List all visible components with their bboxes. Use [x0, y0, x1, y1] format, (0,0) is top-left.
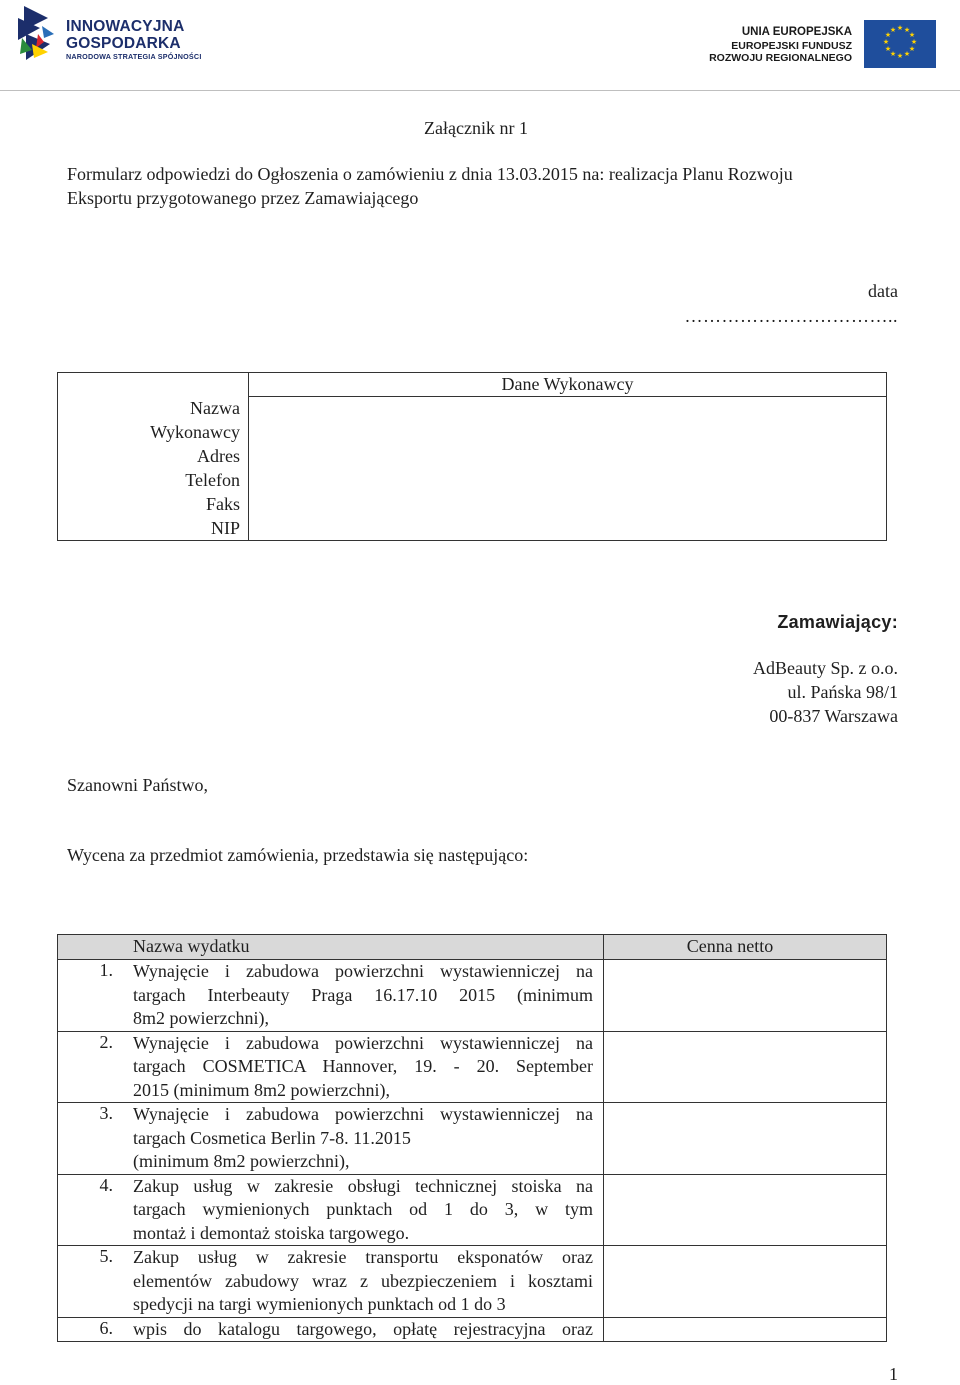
eu-line-3: ROZWOJU REGIONALNEGO — [709, 52, 852, 64]
contractor-table — [57, 372, 887, 541]
row-number: 1. — [99, 960, 113, 980]
table-row — [58, 960, 887, 1032]
row-5-name — [58, 1246, 604, 1318]
cost-table — [57, 934, 887, 1342]
label-wykonawcy: Wykonawcy — [150, 422, 240, 442]
lead-text: Wycena za przedmiot zamówienia, przedstawia się następująco: — [67, 845, 529, 865]
orderer-name: AdBeauty Sp. z o.o. — [753, 658, 898, 678]
cost-table-header — [58, 935, 887, 960]
row-line: Wynajęcie i zabudowa powierzchni wystawienniczej na — [133, 1104, 593, 1124]
intro-line-1: Formularz odpowiedzi do Ogłoszenia o zamówieniu z dnia 13.03.2015 na: realizacja Planu Rozwoju — [67, 164, 793, 184]
svg-text:★: ★ — [903, 26, 911, 34]
row-line: targach wymienionych punktach od 1 do 3, w tym — [133, 1199, 593, 1219]
orderer-street: ul. Pańska 98/1 — [787, 682, 898, 702]
logo-line-1: INNOWACYJNA — [66, 18, 185, 35]
svg-text:★: ★ — [882, 38, 890, 46]
svg-text:★: ★ — [889, 50, 897, 58]
eu-flag-icon — [864, 20, 936, 68]
row-line: Wynajęcie i zabudowa powierzchni wystawienniczej na — [133, 1032, 593, 1053]
row-line: (minimum 8m2 powierzchni), — [133, 1151, 350, 1171]
row-6-name — [58, 1317, 604, 1342]
row-line: 2015 (minimum 8m2 powierzchni), — [133, 1079, 390, 1100]
row-line: wpis do katalogu targowego, opłatę rejestracyjna oraz — [133, 1318, 593, 1339]
row-line: Zakup usług w zakresie obsługi technicznej stoiska na — [133, 1175, 593, 1196]
row-3-price[interactable] — [604, 1103, 887, 1175]
svg-text:★: ★ — [908, 45, 916, 53]
row-line: targach Interbeauty Praga 16.17.10 2015 (minimum — [133, 984, 593, 1005]
page-number: 1 — [889, 1364, 898, 1384]
svg-text:★: ★ — [908, 31, 916, 39]
row-line: targach Cosmetica Berlin 7-8. 11.2015 — [133, 1127, 411, 1148]
table-row — [58, 1103, 887, 1175]
contractor-data-cell[interactable] — [249, 373, 887, 541]
eu-line-1: UNIA EUROPEJSKA — [741, 26, 852, 38]
svg-text:★: ★ — [889, 26, 897, 34]
row-4-price[interactable] — [604, 1174, 887, 1246]
table-row — [58, 1317, 887, 1342]
header-price: Cenna netto — [604, 935, 887, 960]
row-line: targach COSMETICA Hannover, 19. - 20. September — [133, 1056, 593, 1076]
label-nip: NIP — [210, 518, 240, 538]
table-row — [58, 1031, 887, 1103]
eu-line-2: EUROPEJSKI FUNDUSZ — [731, 40, 852, 52]
svg-text:★: ★ — [896, 24, 904, 32]
contractor-labels — [58, 373, 249, 541]
label-nazwa: Nazwa — [190, 398, 240, 418]
row-3-name — [58, 1103, 604, 1175]
row-number: 5. — [99, 1246, 113, 1266]
table-row — [58, 1174, 887, 1246]
row-1-price[interactable] — [604, 960, 887, 1032]
document-title: Załącznik nr 1 — [424, 118, 528, 138]
page-header — [0, 0, 960, 91]
svg-text:★: ★ — [884, 31, 892, 39]
row-line: elementów zabudowy wraz z ubezpieczeniem i kosztami — [133, 1270, 593, 1291]
row-line: Zakup usług w zakresie transportu eksponatów oraz — [133, 1247, 593, 1267]
intro-line-2: Eksportu przygotowanego przez Zamawiającego — [67, 188, 419, 208]
label-adres: Adres — [197, 446, 240, 466]
row-5-price[interactable] — [604, 1246, 887, 1318]
row-line: spedycji na targi wymienionych punktach od 1 do 3 — [133, 1294, 506, 1314]
row-number: 3. — [99, 1103, 113, 1123]
svg-text:★: ★ — [896, 52, 904, 60]
row-line: Wynajęcie i zabudowa powierzchni wystawienniczej na — [133, 961, 593, 981]
eu-logo — [709, 20, 936, 72]
row-2-name — [58, 1031, 604, 1103]
logo-line-3: NARODOWA STRATEGIA SPÓJNOŚCI — [66, 52, 202, 61]
svg-text:★: ★ — [910, 38, 918, 46]
row-line: montaż i demontaż stoiska targowego. — [133, 1222, 410, 1243]
row-line: 8m2 powierzchni), — [133, 1008, 269, 1028]
header-name: Nazwa wydatku — [58, 935, 604, 960]
row-2-price[interactable] — [604, 1031, 887, 1103]
date-label: data — [868, 281, 898, 301]
orderer-label: Zamawiający: — [777, 612, 898, 632]
salutation: Szanowni Państwo, — [67, 775, 208, 795]
svg-text:★: ★ — [903, 50, 911, 58]
row-1-name — [58, 960, 604, 1032]
row-6-price[interactable] — [604, 1317, 887, 1342]
svg-text:★: ★ — [884, 45, 892, 53]
table-row — [58, 1246, 887, 1318]
row-4-name — [58, 1174, 604, 1246]
date-placeholder: …………………………….. — [684, 306, 898, 326]
label-telefon: Telefon — [185, 470, 240, 490]
row-number: 6. — [99, 1317, 113, 1338]
row-number: 2. — [99, 1031, 113, 1052]
logo-line-2: GOSPODARKA — [66, 35, 181, 52]
contractor-header: Dane Wykonawcy — [249, 373, 886, 397]
ig-emblem-icon — [14, 4, 62, 64]
orderer-city: 00-837 Warszawa — [769, 706, 898, 726]
innowacyjna-gospodarka-logo — [14, 4, 214, 66]
label-faks: Faks — [205, 494, 240, 514]
row-number: 4. — [99, 1174, 113, 1195]
